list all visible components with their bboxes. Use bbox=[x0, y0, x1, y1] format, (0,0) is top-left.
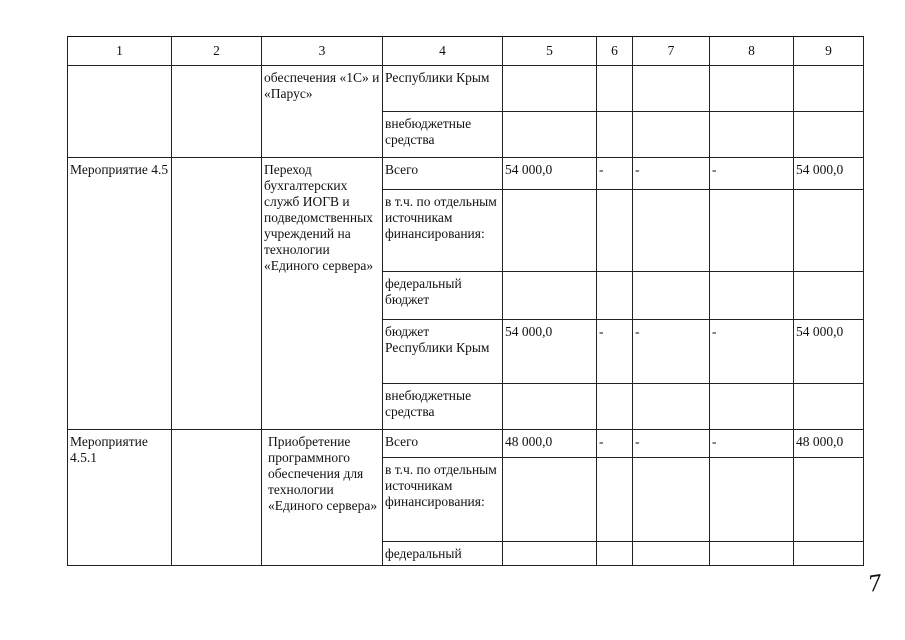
value-cell: - bbox=[710, 158, 794, 190]
funding-source: в т.ч. по отдельным источникам финансирования: bbox=[383, 458, 503, 542]
value-cell: 54 000,0 bbox=[503, 320, 597, 384]
table-row bbox=[68, 430, 864, 458]
header-cell: 1 bbox=[68, 37, 172, 66]
value-cell: 48 000,0 bbox=[794, 430, 864, 458]
value-cell: 54 000,0 bbox=[794, 158, 864, 190]
value-cell: - bbox=[710, 430, 794, 458]
activity-description: Приобретение программного обеспечения для технологии «Единого сервера» bbox=[262, 430, 383, 566]
header-cell: 5 bbox=[503, 37, 597, 66]
value-cell: - bbox=[597, 430, 633, 458]
funding-source: федеральный bbox=[383, 542, 503, 566]
header-row bbox=[68, 37, 864, 66]
value-cell: - bbox=[633, 430, 710, 458]
funding-source: Республики Крым bbox=[383, 66, 503, 112]
value-cell: 54 000,0 bbox=[503, 158, 597, 190]
value-cell: - bbox=[710, 320, 794, 384]
header-cell: 2 bbox=[172, 37, 262, 66]
activity-description: Переход бухгалтерских служб ИОГВ и подведомственных учреждений на технологии «Единого сервера» bbox=[262, 158, 383, 430]
funding-source: в т.ч. по отдельным источникам финансирования: bbox=[383, 190, 503, 272]
page-number: 7 bbox=[866, 571, 884, 598]
budget-table bbox=[67, 36, 864, 566]
activity-name: Мероприятие 4.5 bbox=[68, 158, 172, 430]
funding-source: внебюджетные средства bbox=[383, 384, 503, 430]
table-row bbox=[68, 66, 864, 112]
header-cell: 9 bbox=[794, 37, 864, 66]
funding-source: бюджет Республики Крым bbox=[383, 320, 503, 384]
funding-source: Всего bbox=[383, 430, 503, 458]
value-cell: 48 000,0 bbox=[503, 430, 597, 458]
value-cell: 54 000,0 bbox=[794, 320, 864, 384]
value-cell: - bbox=[597, 320, 633, 384]
activity-name: Мероприятие 4.5.1 bbox=[68, 430, 172, 566]
header-cell: 4 bbox=[383, 37, 503, 66]
header-cell: 7 bbox=[633, 37, 710, 66]
activity-description: обеспечения «1С» и «Парус» bbox=[262, 66, 383, 158]
header-cell: 8 bbox=[710, 37, 794, 66]
value-cell: - bbox=[633, 158, 710, 190]
funding-source: внебюджетные средства bbox=[383, 112, 503, 158]
header-cell: 3 bbox=[262, 37, 383, 66]
value-cell: - bbox=[597, 158, 633, 190]
funding-source: Всего bbox=[383, 158, 503, 190]
funding-source: федеральный бюджет bbox=[383, 272, 503, 320]
value-cell: - bbox=[633, 320, 710, 384]
header-cell: 6 bbox=[597, 37, 633, 66]
table-row bbox=[68, 158, 864, 190]
